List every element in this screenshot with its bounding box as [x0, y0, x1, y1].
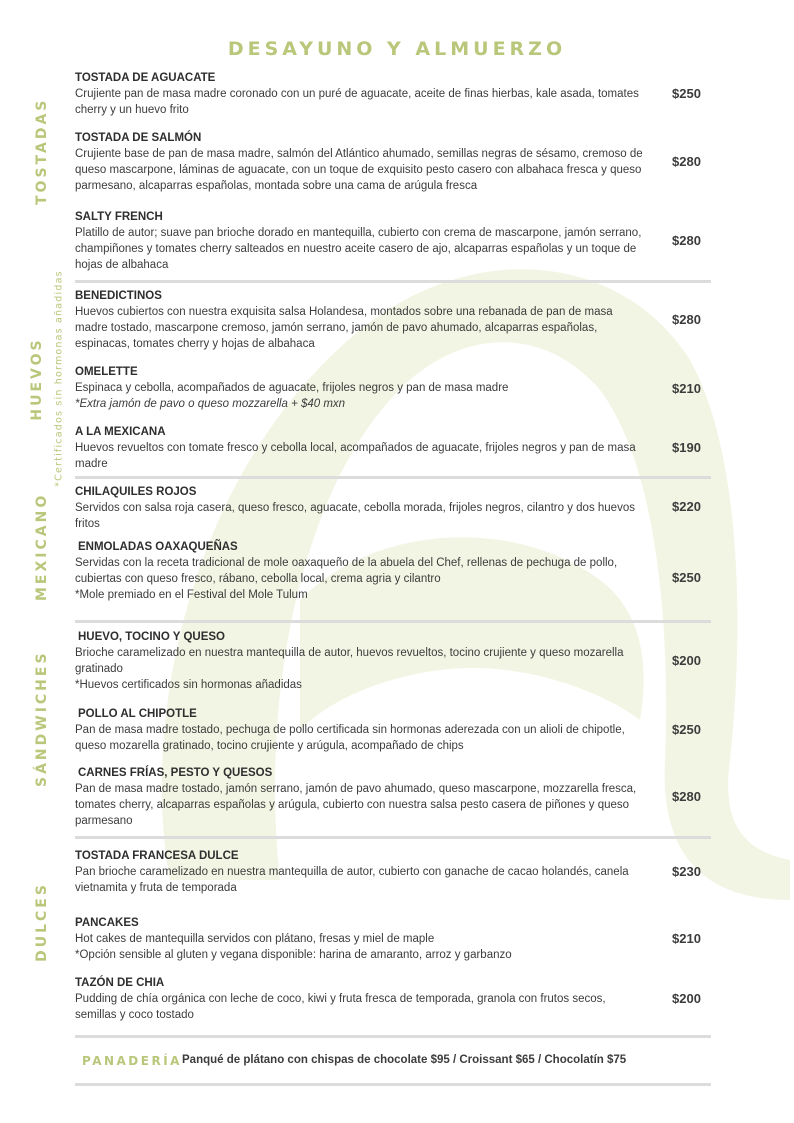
item-price: $280: [672, 154, 701, 169]
item-price: $210: [672, 931, 701, 946]
panaderia-items: Panqué de plátano con chispas de chocolate $95 / Croissant $65 / Chocolatín $75: [182, 1054, 627, 1066]
menu-item: [75, 485, 645, 532]
section-divider: [75, 280, 711, 283]
item-name: A LA MEXICANA: [75, 426, 166, 438]
item-price: $230: [672, 864, 701, 879]
item-price: $200: [672, 653, 701, 668]
item-description: Crujiente pan de masa madre coronado con un puré de aguacate, aceite de finas hierbas, kale asada, tomates cherry y un huevo frito: [75, 88, 639, 116]
menu-item: [75, 425, 645, 472]
item-description: Pan de masa madre tostado, jamón serrano, jamón de pavo ahumado, queso mascarpone, mozzarella fresca, tomates cherry, alcaparras españolas y arúgula, cubierto con nuestra salsa pesto casera de piñones y queso parmesano: [75, 783, 637, 827]
item-note: *Mole premiado en el Festival del Mole Tulum: [75, 589, 308, 601]
item-description: Espinaca y cebolla, acompañados de aguacate, frijoles negros y pan de masa madre: [75, 382, 509, 394]
menu-title: DESAYUNO Y ALMUERZO: [227, 38, 567, 60]
section-divider: [75, 836, 711, 839]
item-description: Servidas con la receta tradicional de mole oaxaqueño de la abuela del Chef, rellenas de pechuga de pollo, cubiertas con queso fresco, rábano, cebolla local, crema agria y cilantro: [75, 557, 618, 585]
menu-item: [75, 365, 645, 412]
item-price: $200: [672, 991, 701, 1006]
item-price: $280: [672, 312, 701, 327]
menu-item: [75, 71, 645, 118]
item-name: SALTY FRENCH: [75, 211, 163, 223]
item-price: $250: [672, 86, 701, 101]
item-description: Pudding de chía orgánica con leche de coco, kiwi y fruta fresca de temporada, granola con frutos secos, semillas y coco tostado: [75, 993, 606, 1021]
item-note: *Extra jamón de pavo o queso mozzarella + $40 mxn: [75, 398, 346, 410]
menu-item: [75, 707, 645, 754]
section-divider: [75, 1083, 711, 1086]
item-price: $190: [672, 440, 701, 455]
menu-item: [75, 766, 645, 829]
item-name: OMELETTE: [75, 366, 138, 378]
item-description: Pan brioche caramelizado en nuestra mantequilla de autor, cubierto con ganache de cacao holandés, canela vietnamita y fruta de temporada: [75, 866, 629, 894]
menu-item: [75, 976, 645, 1023]
section-mexicano: MEXICANO: [34, 492, 50, 601]
item-name: TOSTADA DE SALMÓN: [75, 132, 202, 144]
item-description: Servidos con salsa roja casera, queso fresco, aguacate, cebolla morada, frijoles negros, cilantro y dos huevos fritos: [75, 502, 635, 530]
item-name: TAZÓN DE CHIA: [75, 977, 165, 989]
menu-item: [75, 849, 645, 896]
item-price: $250: [672, 570, 701, 585]
item-price: $220: [672, 499, 701, 514]
item-name: CARNES FRÍAS, PESTO Y QUESOS: [78, 767, 273, 779]
item-name: PANCAKES: [75, 917, 139, 929]
item-price: $280: [672, 789, 701, 804]
section-dulces: DULCES: [34, 882, 50, 962]
item-note: *Huevos certificados sin hormonas añadidas: [75, 679, 302, 691]
menu-item: [75, 131, 645, 194]
item-name: TOSTADA FRANCESA DULCE: [75, 850, 239, 862]
item-description: Huevos cubiertos con nuestra exquisita salsa Holandesa, montados sobre una rebanada de pan de masa madre tostado, mascarpone cremoso, jamón serrano, jamón de pavo ahumado, alcaparras españolas, espinacas, tomates cherry y hojas de albahaca: [75, 306, 613, 350]
item-name: HUEVO, TOCINO Y QUESO: [78, 631, 225, 643]
item-name: BENEDICTINOS: [75, 290, 162, 302]
item-price: $280: [672, 233, 701, 248]
section-divider: [75, 1035, 711, 1038]
menu-item: [75, 210, 645, 273]
item-name: POLLO AL CHIPOTLE: [78, 708, 197, 720]
item-description: Pan de masa madre tostado, pechuga de pollo certificada sin hormonas aderezada con un alioli de chipotle, queso mozarella gratinado, tocino crujiente y arúgula, acompañado de chips: [75, 724, 625, 752]
menu-item: [75, 289, 645, 352]
menu-item: [75, 540, 645, 603]
item-price: $250: [672, 722, 701, 737]
section-huevos: HUEVOS: [29, 337, 45, 421]
item-description: Huevos revueltos con tomate fresco y cebolla local, acompañados de aguacate, frijoles negros y pan de masa madre: [75, 442, 636, 470]
item-description: Hot cakes de mantequilla servidos con plátano, fresas y miel de maple: [75, 933, 435, 945]
item-note: *Opción sensible al gluten y vegana disponible: harina de amaranto, arroz y garbanzo: [75, 949, 512, 961]
menu-item: [75, 916, 645, 963]
section-divider: [75, 476, 711, 479]
panaderia-label: PANADERÍA: [82, 1054, 182, 1068]
item-name: TOSTADA DE AGUACATE: [75, 72, 216, 84]
item-name: ENMOLADAS OAXAQUEÑAS: [78, 541, 238, 553]
section-tostadas: TOSTADAS: [34, 97, 50, 205]
item-description: Platillo de autor; suave pan brioche dorado en mantequilla, cubierto con crema de mascarpone, jamón serrano, champiñones y tomates cherry salteados en nuestro aceite casero de ajo, alcaparras españolas y un toque de hojas de albahaca: [75, 227, 642, 271]
menu-item: [75, 630, 645, 693]
item-description: Brioche caramelizado en nuestra mantequilla de autor, huevos revueltos, tocino crujiente y queso mozarella gratinado: [75, 647, 624, 675]
item-price: $210: [672, 381, 701, 396]
section-divider: [75, 620, 711, 623]
item-description: Crujiente base de pan de masa madre, salmón del Atlántico ahumado, semillas negras de sésamo, cremoso de queso mascarpone, láminas de aguacate, con un toque de exquisito pesto casero con albahaca fresca y queso parmesano, alcaparras españolas, montada sobre una cama de arúgula fresca: [75, 148, 643, 192]
section-huevos-note: *Certificados sin hormonas añadidas: [53, 270, 65, 487]
item-name: CHILAQUILES ROJOS: [75, 486, 197, 498]
section-sandwiches: SÁNDWICHES: [34, 650, 50, 787]
